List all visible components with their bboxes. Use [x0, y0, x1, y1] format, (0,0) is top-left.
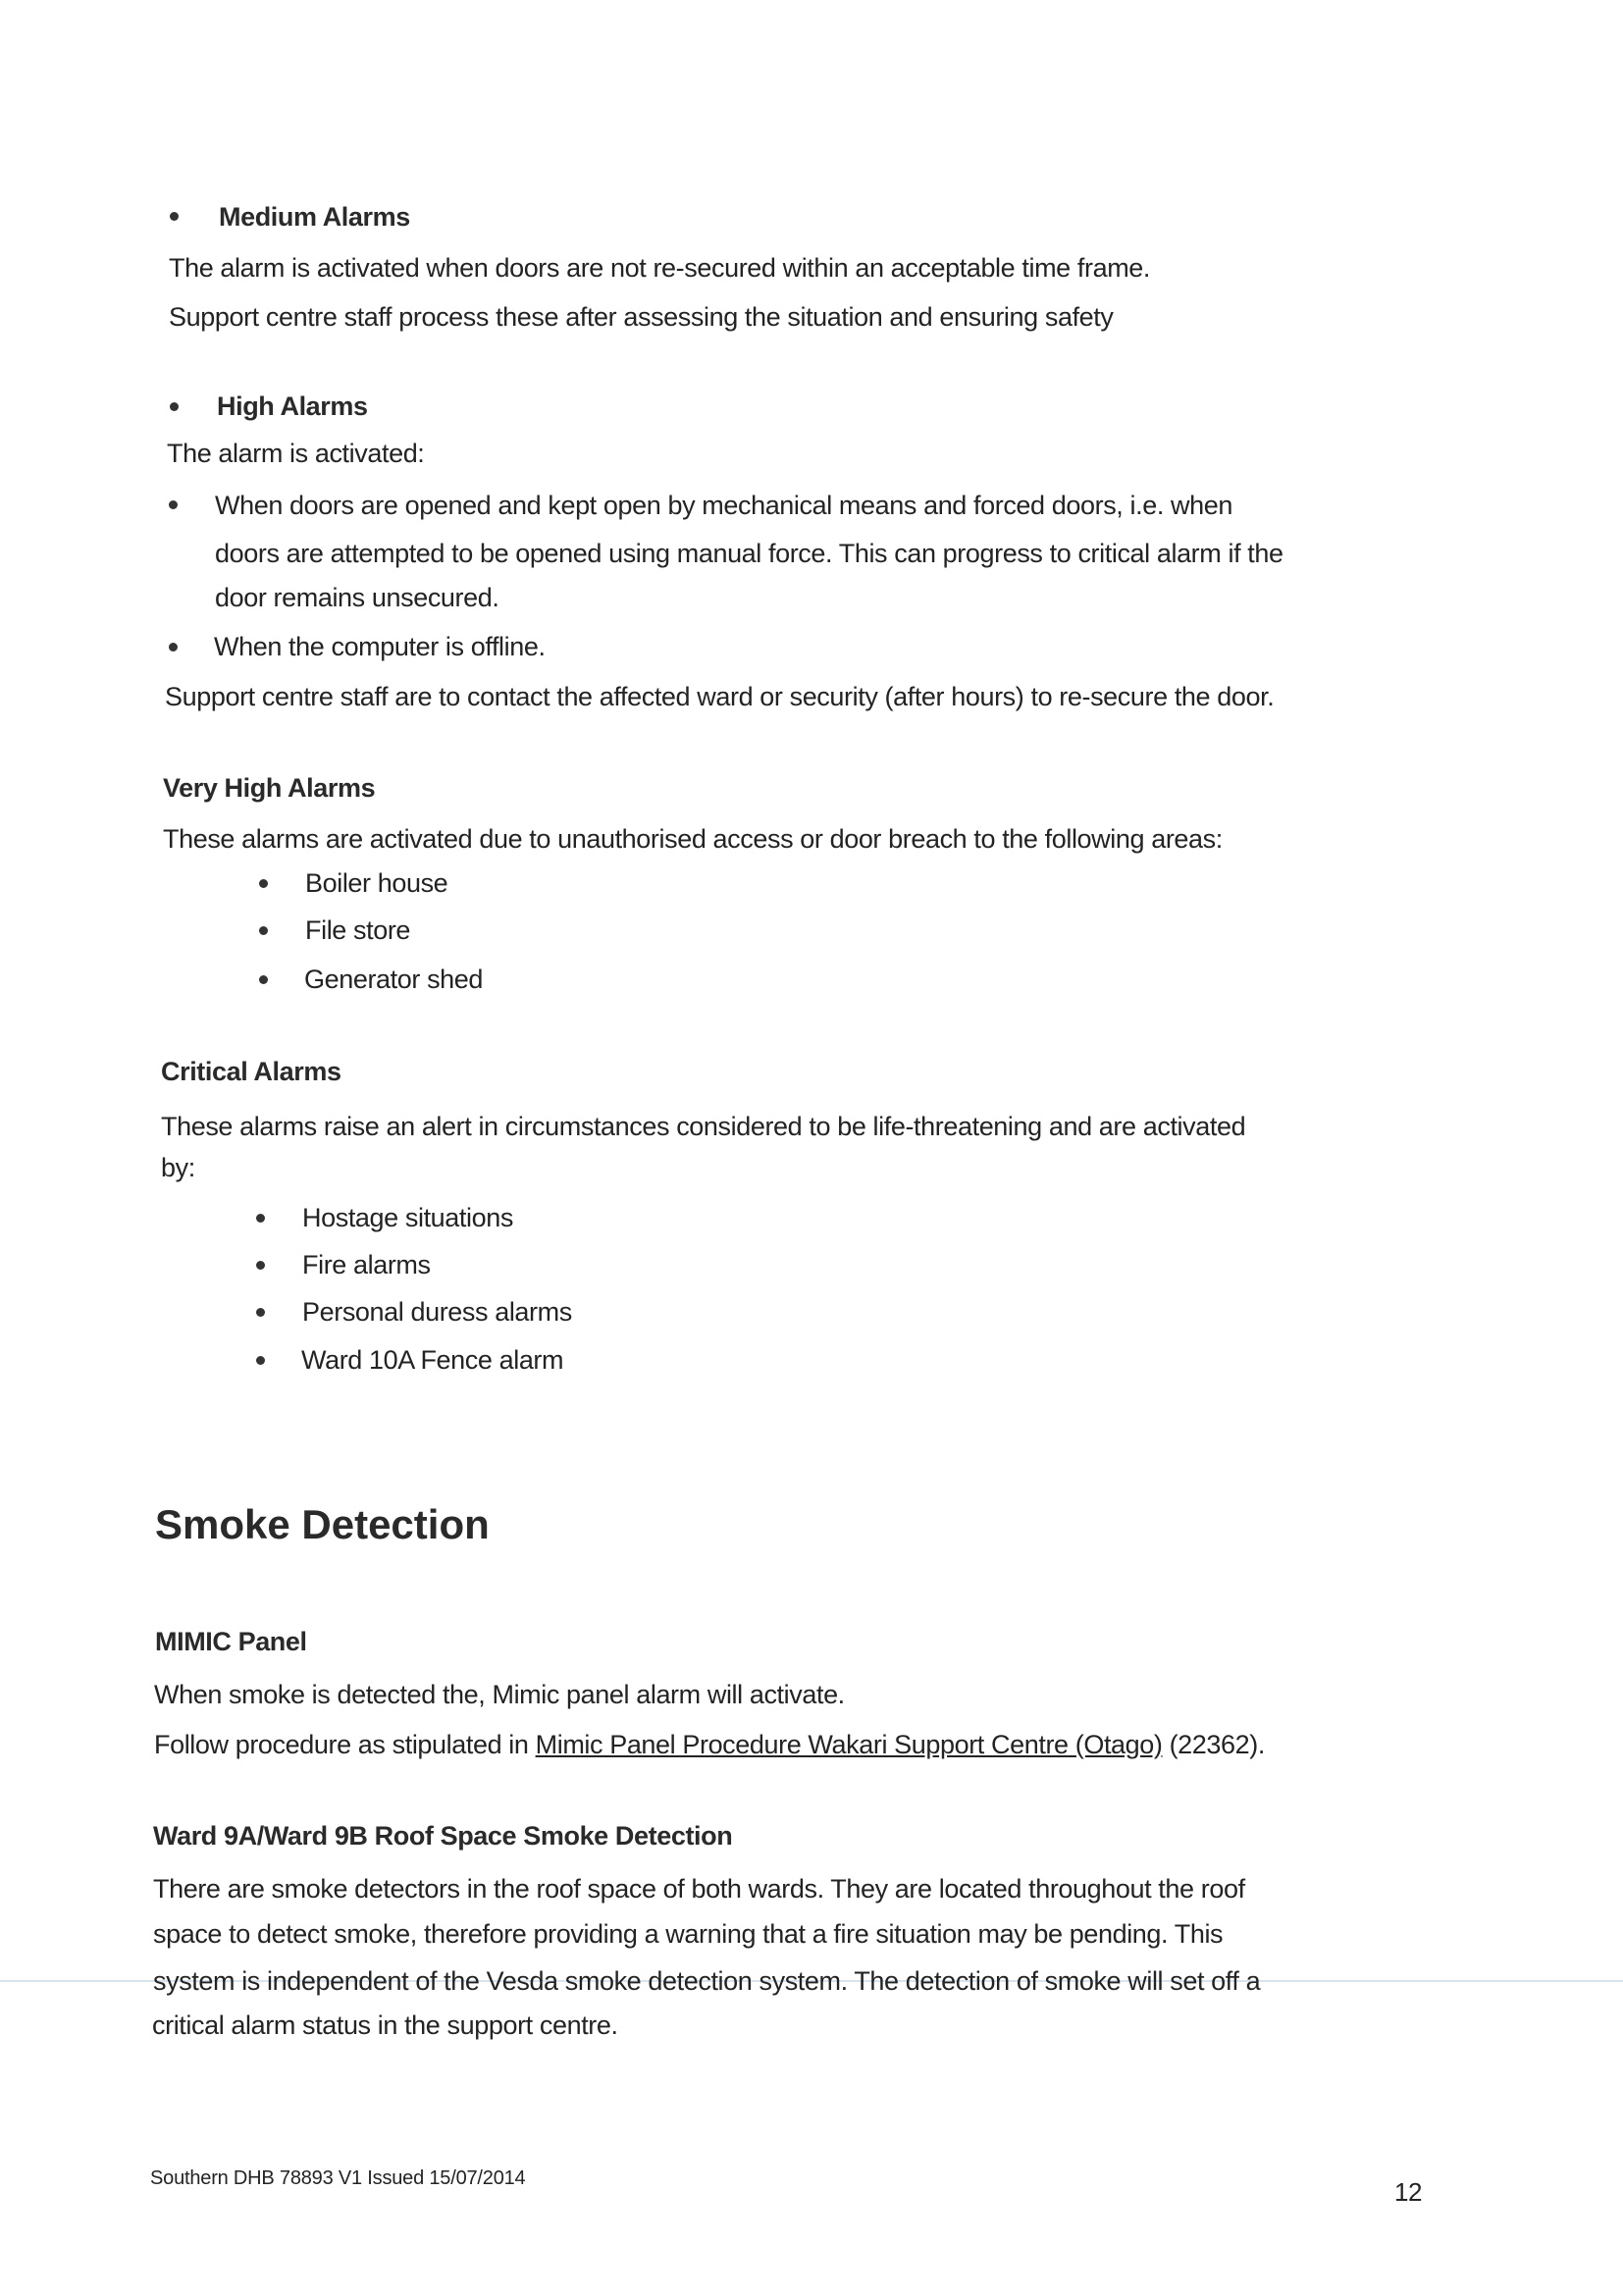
bullet-icon: [259, 926, 268, 935]
list-item: Personal duress alarms: [302, 1297, 572, 1327]
bullet-icon: [256, 1214, 265, 1223]
medium-alarms-heading: Medium Alarms: [219, 202, 410, 232]
list-item: Generator shed: [304, 965, 484, 994]
text-prefix: Follow procedure as stipulated in: [154, 1730, 536, 1759]
bullet-text: door remains unsecured.: [215, 583, 499, 612]
bullet-icon: [169, 643, 178, 652]
list-item: Ward 10A Fence alarm: [301, 1345, 564, 1375]
section-title: Smoke Detection: [155, 1501, 490, 1547]
body-text: by:: [161, 1153, 195, 1182]
bullet-icon: [259, 975, 268, 984]
page-number: 12: [1394, 2177, 1423, 2207]
procedure-link[interactable]: Mimic Panel Procedure Wakari Support Centre (Otago): [535, 1730, 1163, 1759]
body-text: These alarms raise an alert in circumstances considered to be life-threatening and are activated: [161, 1112, 1246, 1141]
critical-alarms-heading: Critical Alarms: [161, 1057, 341, 1086]
list-item: File store: [305, 915, 411, 945]
bullet-icon: [256, 1308, 265, 1317]
body-text: These alarms are activated due to unauthorised access or door breach to the following areas:: [163, 824, 1223, 854]
bullet-text: When doors are opened and kept open by mechanical means and forced doors, i.e. when: [215, 491, 1232, 520]
body-text: Support centre staff process these after assessing the situation and ensuring safety: [169, 302, 1114, 332]
list-item: Hostage situations: [302, 1203, 513, 1232]
text-suffix: (22362).: [1162, 1730, 1265, 1759]
body-text: critical alarm status in the support centre.: [152, 2010, 618, 2040]
very-high-alarms-heading: Very High Alarms: [163, 773, 376, 803]
body-text: Support centre staff are to contact the affected ward or security (after hours) to re-secure the door.: [165, 682, 1275, 711]
high-alarms-heading: High Alarms: [217, 391, 368, 421]
body-text: There are smoke detectors in the roof space of both wards. They are located throughout the roof: [153, 1874, 1245, 1904]
bullet-icon: [256, 1356, 265, 1365]
bullet-icon: [256, 1261, 265, 1270]
ward-roof-heading: Ward 9A/Ward 9B Roof Space Smoke Detection: [153, 1821, 733, 1851]
footer-doc-ref: Southern DHB 78893 V1 Issued 15/07/2014: [150, 2167, 526, 2189]
body-text: The alarm is activated:: [167, 439, 425, 468]
body-text: When smoke is detected the, Mimic panel alarm will activate.: [154, 1680, 845, 1709]
bullet-text: When the computer is offline.: [214, 632, 546, 661]
body-text: [154, 1729, 1265, 1760]
body-text: The alarm is activated when doors are not re-secured within an acceptable time frame.: [169, 253, 1151, 283]
list-item: Boiler house: [305, 868, 448, 898]
body-text: system is independent of the Vesda smoke detection system. The detection of smoke will set off a: [153, 1966, 1261, 1996]
bullet-icon: [259, 879, 268, 888]
body-text: space to detect smoke, therefore providing a warning that a fire situation may be pending. This: [153, 1919, 1224, 1949]
list-item: Fire alarms: [302, 1250, 431, 1279]
bullet-icon: [169, 500, 178, 509]
bullet-icon: [170, 212, 179, 221]
bullet-icon: [170, 402, 179, 411]
bullet-text: doors are attempted to be opened using manual force. This can progress to critical alarm if the: [215, 539, 1283, 568]
mimic-panel-heading: MIMIC Panel: [155, 1627, 307, 1656]
